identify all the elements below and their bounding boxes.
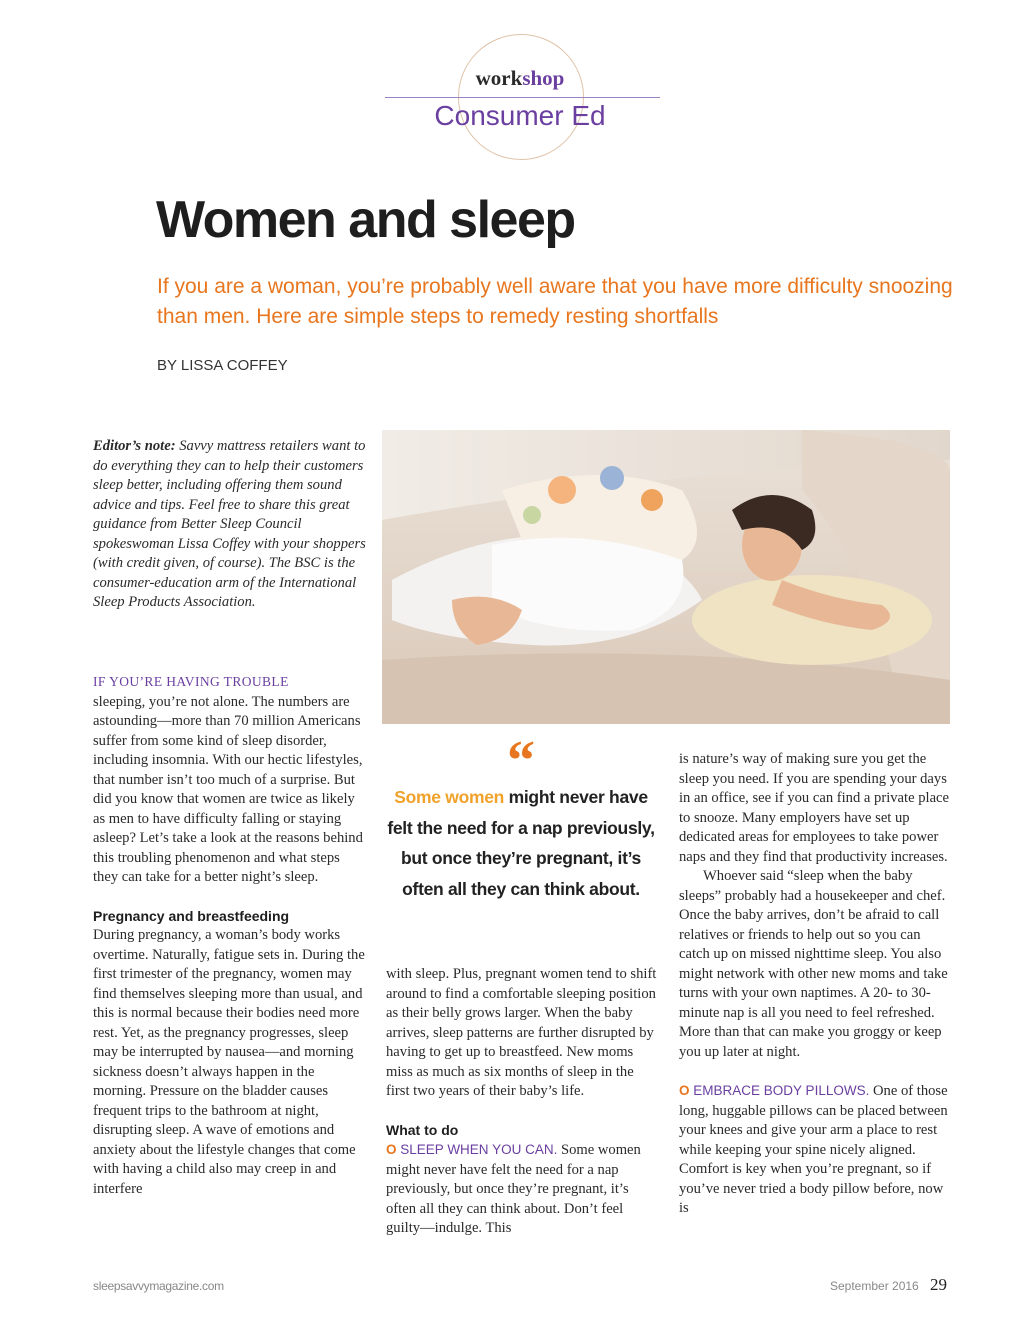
editors-note-text: Savvy mattress retailers want to do everything they can to help their customers sleep better, including offering them sound advice and tips. Feel free to share this great guidance from Better Sleep Council spokeswoman Lissa Coffey with your shoppers (with credit given, of course). The BSC is the consumer-education arm of the International Sleep Products Association. <box>93 438 366 610</box>
page-number: 29 <box>930 1275 947 1294</box>
bullet-sleep-lead <box>386 1142 557 1157</box>
pregnancy-body: During pregnancy, a woman’s body works overtime. Naturally, fatigue sets in. During the first trimester of the pregnancy, women may find themselves sleeping more than usual, and this is normal because their bodies need more rest. Yet, as the pregnancy progresses, sleep may be interrupted by nausea—and morning sickness doesn’t always happen in the morning. Pressure on the bladder causes frequent trips to the bathroom at night, disrupting sleep. A wave of emotions and anxiety about the lifestyle changes that come with having a child also may creep in and interfere <box>93 927 365 1197</box>
photo-sleeping-pregnant-woman <box>382 430 950 724</box>
section-name: Consumer Ed <box>434 100 606 131</box>
article-title: Women and sleep <box>156 191 575 249</box>
bullet-pillows-lead <box>679 1083 869 1098</box>
bullet-pillows-label: EMBRACE BODY PILLOWS. <box>693 1083 870 1098</box>
pullquote-mark: “ <box>507 730 535 792</box>
col2-body: with sleep. Plus, pregnant women tend to shift around to find a comfortable sleeping position as their belly grows larger. When the baby arrives, sleep patterns are further disrupted by having to get up to breastfeed. New moms miss as much as six months of sleep in the first two years of their baby’s life. <box>386 966 657 1099</box>
workshop-word-a: work <box>475 66 523 90</box>
bullet-o-icon: O <box>679 1083 690 1098</box>
column-2 <box>386 965 658 1239</box>
pullquote <box>382 782 660 904</box>
article-byline: BY LISSA COFFEY <box>157 357 288 374</box>
bullet-pillows-text: One of those long, huggable pillows can be placed between your knees and give your arm a place to rest while keeping your spine nicely aligned. Comfort is key when you’re pregnant, so if you’ve never tried a body pillow before, now is <box>679 1083 948 1216</box>
bullet-sleep-label: SLEEP WHEN YOU CAN. <box>400 1142 558 1157</box>
intro-text: sleeping, you’re not alone. The numbers are astounding—more than 70 million Americans suffer from some kind of sleep disorder, including insomnia. With our hectic lifestyles, that number isn’t too much of a surprise. But did you know that women are twice as likely as men to have difficulty falling or staying asleep? Let’s take a look at the reasons behind this troubling phenomenon and what steps they can take for a better night’s sleep. <box>93 693 363 885</box>
photo-illustration <box>382 430 950 724</box>
editors-note-label: Editor’s note: <box>93 438 176 454</box>
col3-p2: Whoever said “sleep when the baby sleeps” probably had a housekeeper and chef. Once the baby arrives, don’t be afraid to call relatives or friends to help out so you can catch up on missed nighttime sleep. You also might network with other new moms and take turns with your own naptimes. A 20- to 30-minute nap is all you need to feel refreshed. More than that can make you groggy or keep you up later at night. <box>679 868 948 1060</box>
subhead-pregnancy: Pregnancy and breastfeeding <box>93 907 290 924</box>
bullet-o-icon: O <box>386 1142 397 1157</box>
subhead-what-to-do: What to do <box>386 1121 459 1138</box>
workshop-word-b: shop <box>522 66 565 90</box>
pullquote-text: might never have felt the need for a nap previously, but once they’re pregnant, it’s often all they can think about. <box>387 787 655 899</box>
column-3 <box>679 750 954 1219</box>
pullquote-highlight: Some women <box>394 787 505 807</box>
header-rule <box>385 97 660 98</box>
column-1 <box>93 672 365 1199</box>
article-dek: If you are a woman, you’re probably well aware that you have more difficulty snoozing than men. Here are simple steps to remedy resting shortfalls <box>157 275 953 328</box>
editors-note <box>93 437 373 613</box>
footer-site: sleepsavvymagazine.com <box>93 1279 224 1293</box>
bullet-sleep-text: Some women might never have felt the need for a nap previously, but once they’re pregnant, it’s often all they can think about. Don’t feel guilty—indulge. This <box>386 1142 641 1236</box>
col3-p1: is nature’s way of making sure you get the sleep you need. If you are spending your days in an office, see if you can find a private place to snooze. Many employers have set up dedicated areas for employees to take power naps and they find that productivity increases. <box>679 751 949 865</box>
footer-date: September 2016 <box>830 1279 919 1293</box>
intro-lead-caps: IF YOU’RE HAVING TROUBLE <box>93 674 289 689</box>
section-workshop-label <box>458 66 582 91</box>
